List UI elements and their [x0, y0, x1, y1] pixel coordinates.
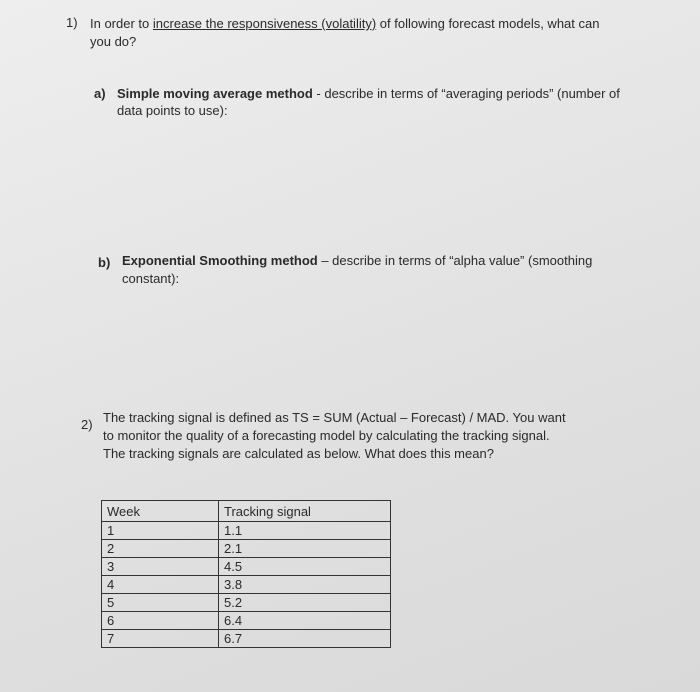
- week-cell: 6: [102, 612, 219, 630]
- table-row: [102, 630, 391, 648]
- table-row: [102, 558, 391, 576]
- question-2-line2: to monitor the quality of a forecasting model by calculating the tracking signal.: [103, 428, 550, 443]
- question-1b-letter: b): [98, 255, 111, 270]
- table-row: [102, 576, 391, 594]
- question-1a-text: [117, 85, 657, 102]
- question-1a-title: Simple moving average method: [117, 86, 313, 101]
- question-1-number: 1): [66, 15, 78, 30]
- signal-cell: 1.1: [219, 522, 391, 540]
- week-cell: 3: [102, 558, 219, 576]
- week-cell: 7: [102, 630, 219, 648]
- question-1b-line2: constant):: [122, 271, 180, 286]
- week-cell: 5: [102, 594, 219, 612]
- question-1-underlined-phrase: increase the responsiveness (volatility): [152, 16, 377, 31]
- tracking-signal-table: [101, 500, 391, 648]
- question-2-line1: The tracking signal is defined as TS = SUM (Actual – Forecast) / MAD. You want: [103, 410, 566, 425]
- question-1a-rest: - describe in terms of “averaging periods” (number of: [316, 86, 620, 101]
- table-row: [102, 522, 391, 540]
- header-week: Week: [102, 501, 219, 522]
- week-cell: 1: [102, 522, 219, 540]
- question-1b-text: [122, 252, 642, 269]
- question-1b-title: Exponential Smoothing method: [122, 253, 318, 268]
- signal-cell: 2.1: [219, 540, 391, 558]
- week-cell: 2: [102, 540, 219, 558]
- signal-cell: 4.5: [219, 558, 391, 576]
- question-2-number: 2): [81, 417, 93, 432]
- question-1b-rest: – describe in terms of “alpha value” (smoothing: [321, 253, 593, 268]
- table-header-row: [102, 501, 391, 522]
- question-1-suffix: of following forecast models, what can: [379, 16, 600, 31]
- question-1a-letter: a): [94, 86, 106, 101]
- question-1-line2: you do?: [90, 34, 137, 49]
- question-2-line3: The tracking signals are calculated as below. What does this mean?: [103, 446, 494, 461]
- table-row: [102, 612, 391, 630]
- question-1a-line2: data points to use):: [117, 103, 228, 118]
- signal-cell: 5.2: [219, 594, 391, 612]
- signal-cell: 3.8: [219, 576, 391, 594]
- question-1-prefix: In order to: [90, 16, 150, 31]
- signal-cell: 6.7: [219, 630, 391, 648]
- table-row: [102, 540, 391, 558]
- table-row: [102, 594, 391, 612]
- signal-cell: 6.4: [219, 612, 391, 630]
- week-cell: 4: [102, 576, 219, 594]
- question-1-text: [90, 15, 650, 33]
- header-tracking-signal: Tracking signal: [219, 501, 391, 522]
